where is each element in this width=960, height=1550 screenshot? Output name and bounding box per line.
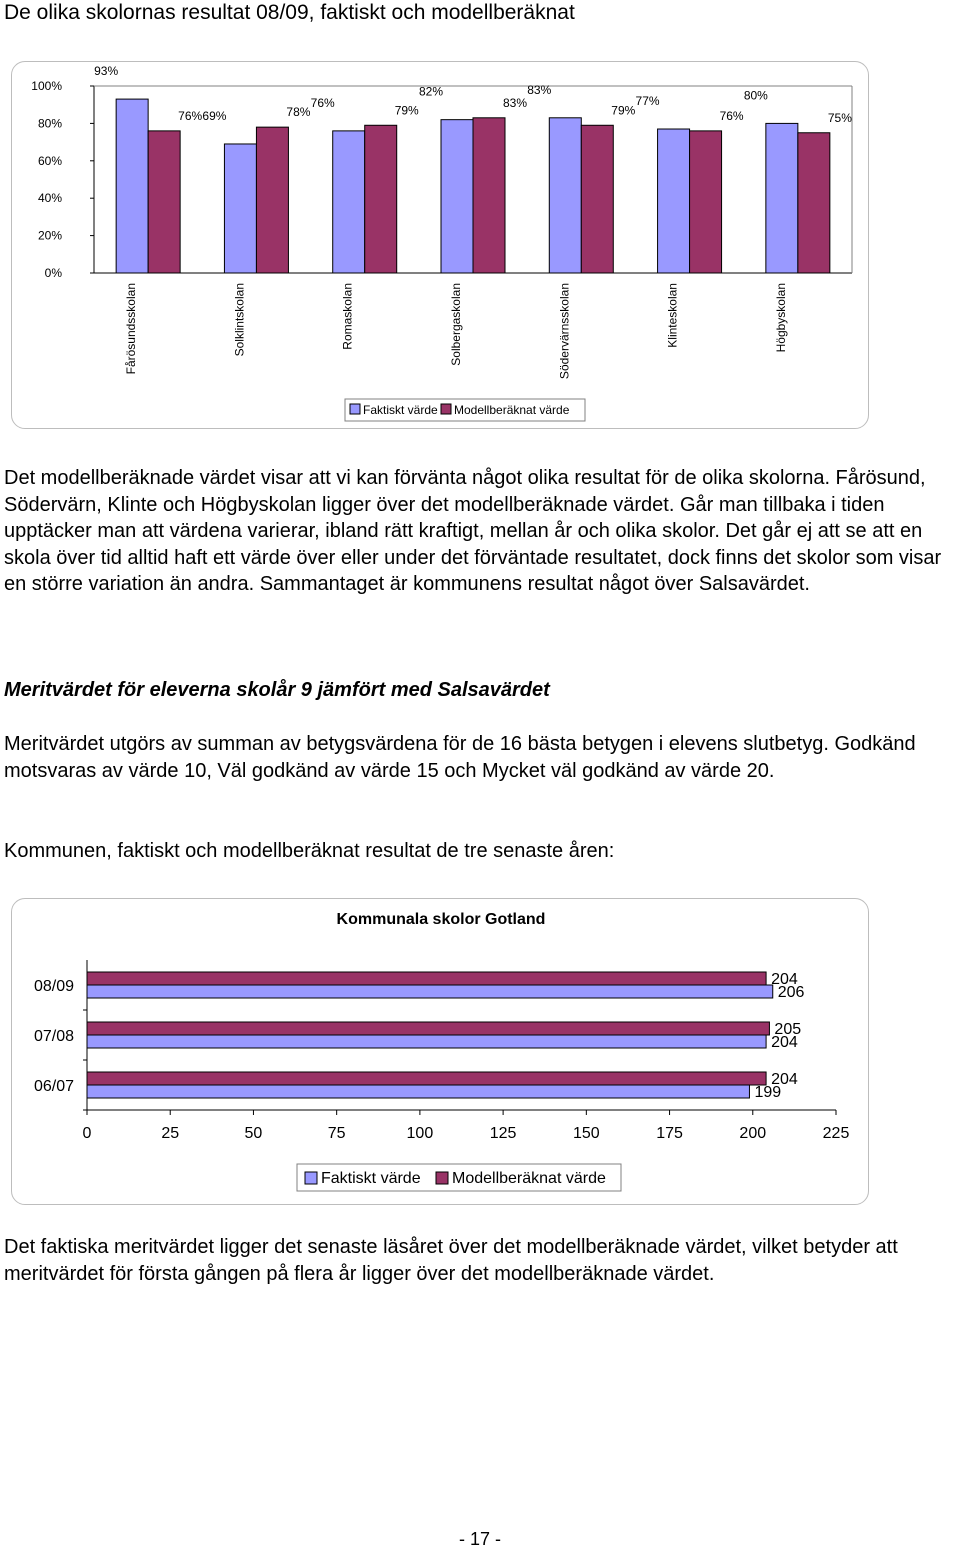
hbar-value-label: 206 — [777, 984, 805, 1001]
hbar-value-label: 204 — [771, 1034, 798, 1051]
bar-modell — [256, 127, 288, 273]
x-tick-label: 225 — [822, 1125, 850, 1142]
bar-value-label: 76% — [310, 95, 335, 110]
hbar-faktiskt — [87, 1085, 749, 1098]
legend-swatch-faktiskt — [350, 404, 360, 414]
bar-value-label: 77% — [635, 94, 660, 109]
y-tick-label: 0% — [44, 266, 62, 280]
paragraph-3: Kommunen, faktiskt och modellberäknat resultat de tre senaste åren: — [4, 840, 615, 862]
bar-modell — [690, 131, 722, 273]
bar-value-label: 83% — [503, 95, 528, 110]
x-tick-label: 175 — [656, 1125, 683, 1142]
bar-modell — [148, 131, 180, 273]
paragraph-4: Det faktiska meritvärdet ligger det senaste läsåret över det modellberäknade värdet, vilket betyder att meritvärdet för första gången på flera år ligger över det modellberäknade värdet. — [4, 1236, 898, 1285]
x-tick-label: 100 — [406, 1125, 434, 1142]
x-tick-label: 150 — [572, 1125, 600, 1142]
category-label: Solbergaskolan — [449, 283, 463, 366]
bar-value-label: 83% — [527, 82, 552, 97]
bar-value-label: 76% — [719, 108, 744, 123]
legend2-swatch-faktiskt — [305, 1172, 317, 1184]
category-label: 07/08 — [33, 1028, 74, 1045]
bar-value-label: 79% — [611, 103, 636, 118]
legend-swatch-modell — [441, 404, 451, 414]
bar-value-label: 79% — [394, 103, 419, 118]
bar-faktiskt — [333, 131, 365, 273]
bar-value-label: 80% — [743, 88, 768, 103]
bar-modell — [581, 125, 613, 273]
x-tick-label: 200 — [739, 1125, 767, 1142]
y-tick-label: 80% — [37, 116, 62, 131]
bar-modell — [365, 125, 397, 273]
bar-value-label: 82% — [418, 84, 443, 99]
legend-label-modell: Modellberäknat värde — [454, 403, 570, 417]
bar-faktiskt — [658, 129, 690, 273]
hbar-value-label: 204 — [771, 1071, 798, 1088]
legend2-swatch-modell — [436, 1172, 448, 1184]
category-label: Fårösundsskolan — [124, 283, 139, 375]
category-label: Klinteskolan — [665, 283, 680, 348]
category-label: Södervärnsskolan — [557, 283, 572, 380]
hbar-modell — [87, 1022, 769, 1035]
x-tick-label: 50 — [244, 1125, 263, 1142]
category-label: Solklintskolan — [232, 283, 247, 357]
bar-value-label: 93% — [94, 64, 119, 79]
bar-faktiskt — [224, 144, 256, 273]
hbar-value-label: 204 — [771, 971, 798, 988]
merit-value-chart — [11, 898, 869, 1205]
hbar-value-label: 205 — [774, 1021, 802, 1038]
x-tick-label: 75 — [327, 1125, 346, 1142]
bar-modell — [473, 118, 505, 273]
chart2-title: Kommunala skolor Gotland — [336, 911, 546, 928]
category-label: Romaskolan — [340, 283, 355, 350]
bar-value-label: 75% — [827, 110, 852, 125]
hbar-modell — [87, 972, 766, 985]
y-tick-label: 40% — [37, 191, 62, 206]
school-results-chart — [11, 61, 869, 429]
bar-faktiskt — [441, 120, 473, 273]
merit-value-svg — [12, 899, 868, 1204]
legend2-label-faktiskt: Faktiskt värde — [321, 1170, 421, 1187]
bar-modell — [798, 133, 830, 273]
y-tick-label: 20% — [37, 228, 62, 243]
page-heading: De olika skolornas resultat 08/09, faktiskt och modellberäknat — [4, 1, 575, 24]
bar-value-label: 69% — [202, 108, 227, 123]
school-results-svg — [12, 62, 868, 428]
category-label: Högbyskolan — [773, 283, 788, 353]
page-number: - 17 - — [458, 1529, 501, 1549]
category-label: 06/07 — [33, 1078, 74, 1095]
bar-value-label: 78% — [286, 105, 311, 120]
hbar-faktiskt — [87, 985, 773, 998]
hbar-value-label: 199 — [754, 1084, 782, 1101]
bar-faktiskt — [549, 118, 581, 273]
paragraph-1: Det modellberäknade värdet visar att vi kan förvänta något olika resultat för de olika skolorna. Fårösund, Södervärn, Klinte och Högbyskolan ligger över det modellberäknade värdet. Går man tillbaka i tiden upptäcker man att värdena varierar, ibland rätt kraftigt, mellan år och olika skolor. Det går ej att se att en skola över tid alltid haft ett värde över eller under det förväntade resultatet, dock finns det skolor som visar en större variation än andra. Sammantaget är kommunens resultat något över Salsavärdet. — [4, 467, 942, 595]
x-tick-label: 0 — [82, 1125, 92, 1142]
legend-label-faktiskt: Faktiskt värde — [363, 403, 438, 417]
hbar-faktiskt — [87, 1035, 766, 1048]
y-tick-label: 60% — [37, 153, 62, 168]
x-tick-label: 25 — [161, 1125, 180, 1142]
category-label: 08/09 — [33, 978, 74, 995]
paragraph-2: Meritvärdet utgörs av summan av betygsvärdena för de 16 bästa betygen i elevens slutbetyg. Godkänd motsvaras av värde 10, Väl godkänd av värde 15 och Mycket väl godkänd av värde 20. — [4, 733, 916, 782]
bar-faktiskt — [116, 99, 148, 273]
y-tick-label: 100% — [31, 79, 62, 93]
bar-value-label: 76% — [178, 108, 203, 123]
x-tick-label: 125 — [489, 1125, 517, 1142]
section-subheading: Meritvärdet för eleverna skolår 9 jämfört med Salsavärdet — [4, 679, 550, 701]
hbar-modell — [87, 1072, 766, 1085]
legend2-label-modell: Modellberäknat värde — [452, 1170, 606, 1187]
bar-faktiskt — [766, 123, 798, 273]
